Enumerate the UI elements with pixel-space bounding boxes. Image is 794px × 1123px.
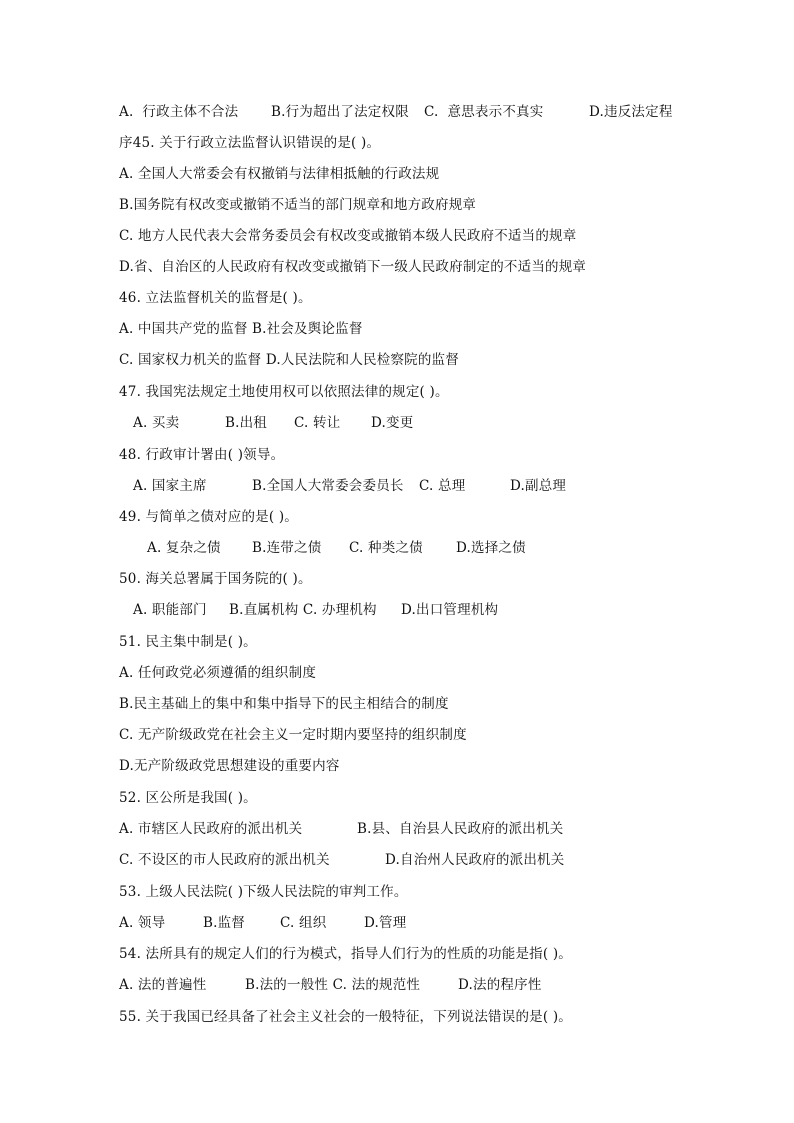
option-b: B.出租 — [225, 415, 268, 431]
option-b: B.行为超出了法定权限 — [271, 104, 409, 120]
option-c: C. 转让 — [294, 415, 341, 431]
q48-question: 48. 行政审计署由( )领导。 — [119, 447, 285, 463]
option-a: A. 领导 — [119, 915, 166, 931]
option-d: D.副总理 — [510, 478, 567, 494]
option-d: D.法的程序性 — [458, 977, 542, 993]
option-b: B.全国人大常委会委员长 — [252, 478, 404, 494]
option-d: D.选择之债 — [456, 540, 526, 556]
q50-question: 50. 海关总署属于国务院的( )。 — [119, 571, 312, 587]
option-a: A. 职能部门 — [133, 602, 207, 618]
option-bc: B.直属机构 C. 办理机构 — [229, 602, 377, 618]
q54-question: 54. 法所具有的规定人们的行为模式，指导人们行为的性质的功能是指( )。 — [119, 946, 572, 962]
q46-options-ab: A. 中国共产党的监督 B.社会及舆论监督 — [119, 321, 363, 337]
option-c: C. 组织 — [280, 915, 327, 931]
option-b: B.监督 — [203, 915, 246, 931]
q55-question: 55. 关于我国已经具备了社会主义社会的一般特征，下列说法错误的是( )。 — [119, 1009, 572, 1025]
option-d: D.管理 — [364, 915, 407, 931]
q52-question: 52. 区公所是我国( )。 — [119, 790, 257, 806]
option-a: A. 国家主席 — [133, 478, 207, 494]
q45-option-d: D.省、自治区的人民政府有权改变或撤销下一级人民政府制定的不适当的规章 — [119, 259, 587, 275]
q51-option-b: B.民主基础上的集中和集中指导下的民主相结合的制度 — [119, 696, 449, 712]
option-a: A. 法的普遍性 — [119, 977, 207, 993]
option-c: C. 不设区的市人民政府的派出机关 — [119, 852, 330, 868]
q46-question: 46. 立法监督机关的监督是( )。 — [119, 290, 312, 306]
q51-option-c: C. 无产阶级政党在社会主义一定时期内要坚持的组织制度 — [119, 727, 467, 743]
q47-question: 47. 我国宪法规定土地使用权可以依照法律的规定( )。 — [119, 384, 449, 400]
option-a: A. 买卖 — [133, 415, 180, 431]
q45-question: 序45. 关于行政立法监督认识错误的是( )。 — [119, 135, 381, 151]
option-d: D.违反法定程 — [589, 104, 673, 120]
q45-option-c: C. 地方人民代表大会常务委员会有权改变或撤销本级人民政府不适当的规章 — [119, 228, 577, 244]
q45-option-a: A. 全国人大常委会有权撤销与法律相抵触的行政法规 — [119, 166, 440, 182]
q51-question: 51. 民主集中制是( )。 — [119, 634, 257, 650]
q51-option-a: A. 任何政党必须遵循的组织制度 — [119, 665, 317, 681]
q46-options-cd: C. 国家权力机关的监督 D.人民法院和人民检察院的监督 — [119, 352, 459, 368]
option-a: A. 复杂之债 — [147, 540, 221, 556]
q51-option-d: D.无产阶级政党思想建设的重要内容 — [119, 758, 340, 774]
option-c: C. 总理 — [419, 478, 466, 494]
option-bc: B.法的一般性 C. 法的规范性 — [245, 977, 421, 993]
option-a: A. 市辖区人民政府的派出机关 — [119, 821, 303, 837]
option-c: C. 意思表示不真实 — [424, 104, 544, 120]
option-b: B.连带之债 — [252, 540, 322, 556]
q45-option-b: B.国务院有权改变或撤销不适当的部门规章和地方政府规章 — [119, 197, 477, 213]
option-b: B.县、自治县人民政府的派出机关 — [357, 821, 564, 837]
q49-question: 49. 与简单之债对应的是( )。 — [119, 509, 298, 525]
option-d: D.变更 — [371, 415, 414, 431]
option-d: D.出口管理机构 — [401, 602, 499, 618]
q53-question: 53. 上级人民法院( )下级人民法院的审判工作。 — [119, 884, 408, 900]
option-d: D.自治州人民政府的派出机关 — [385, 852, 565, 868]
option-a: A. 行政主体不合法 — [119, 104, 239, 120]
option-c: C. 种类之债 — [349, 540, 423, 556]
